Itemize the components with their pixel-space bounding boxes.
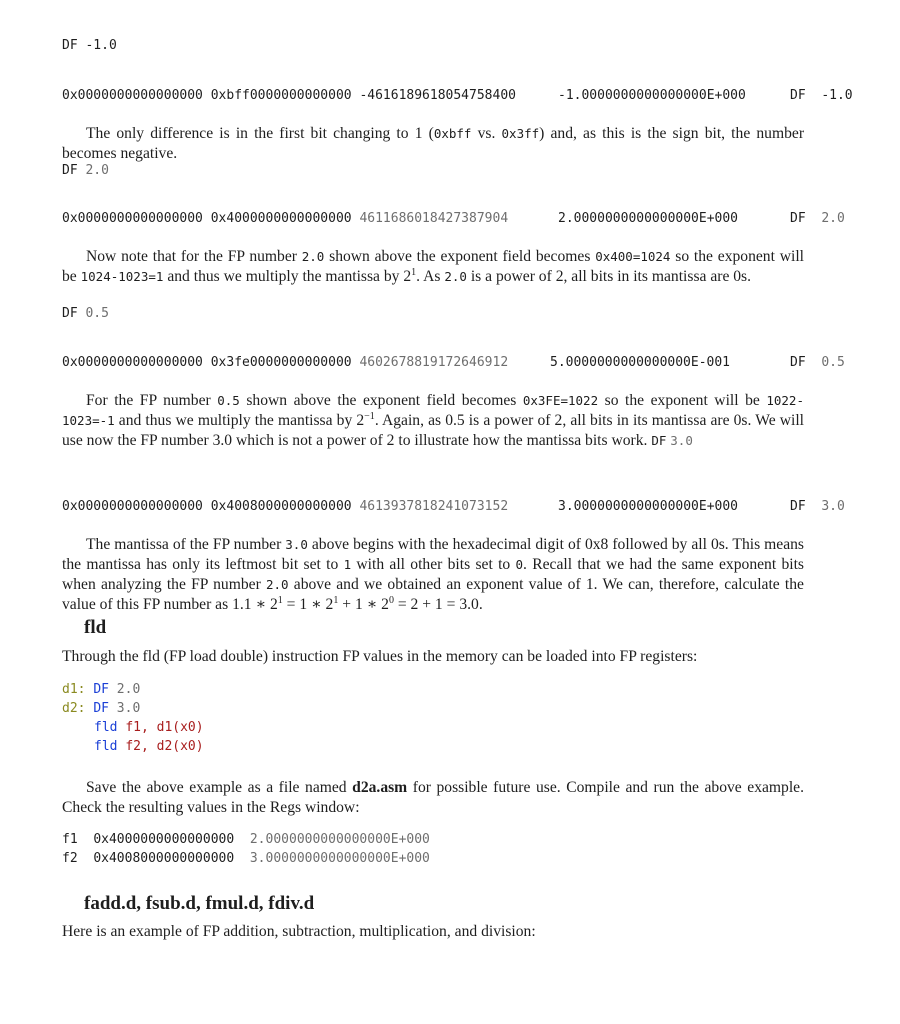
mem-lo: 0x0000000000000000: [62, 211, 203, 226]
code-line-1: [62, 682, 140, 697]
mem-sci-4: [558, 499, 738, 514]
mem-row-3: [62, 355, 508, 370]
paragraph-save: Save the above example as a file named d2a.asm for possible future use. Compile and run the above example. Check the resulting values in the Regs window:: [62, 779, 805, 816]
mem-sci-1: [558, 88, 746, 103]
code-line-2: [62, 701, 140, 716]
reg-name: f2: [62, 851, 78, 866]
mem-dv: -1.0: [821, 88, 853, 103]
reg-hex: 0x4000000000000000: [93, 832, 235, 847]
mem-int: 4613937818241073152: [359, 499, 509, 514]
code-op: fld: [94, 739, 118, 754]
code-label: d1:: [62, 682, 86, 697]
code-directive: DF: [93, 701, 109, 716]
fp-ops-intro: Here is an example of FP addition, subtraction, multiplication, and division:: [62, 923, 536, 940]
mem-dv: 2.0: [821, 211, 845, 226]
df-directive: DF: [62, 163, 78, 178]
df-value: -1.0: [85, 38, 117, 53]
mem-df: DF: [790, 211, 806, 226]
paragraph-sign-bit: The only difference is in the first bit changing to 1 (0xbff vs. 0x3ff) and, as this is the sign bit, the number becomes negative.: [62, 125, 805, 162]
mem-sci: 3.0000000000000000E+000: [558, 499, 739, 514]
mem-int: 4602678819172646912: [359, 355, 509, 370]
reg-hex: 0x4008000000000000: [93, 851, 235, 866]
mem-df-4: [790, 499, 845, 514]
paragraph-exponent-2: Now note that for the FP number 2.0 shown above the exponent field becomes 0x400=1024 so the exponent will be 1024-1023=1 and thus we multiply the mantissa by $2^1$. As 2.0 is a power of 2, all bits in its mantissa are 0s.: [62, 248, 804, 285]
mem-hi: 0x3fe0000000000000: [210, 355, 352, 370]
df-line-3: [62, 306, 109, 321]
mem-sci-3: [550, 355, 730, 370]
code-args: f2, d2(x0): [125, 739, 204, 754]
mem-df-2: [790, 211, 845, 226]
code-op: fld: [94, 720, 118, 735]
mem-lo: 0x0000000000000000: [62, 499, 203, 514]
mem-df-1: [790, 88, 853, 103]
df-value: 0.5: [85, 306, 109, 321]
code-directive: DF: [93, 682, 109, 697]
heading-fld: fld: [84, 617, 107, 638]
mem-df: DF: [790, 88, 806, 103]
code-args: f1, d1(x0): [125, 720, 204, 735]
mem-df: DF: [790, 355, 806, 370]
mem-dv: 3.0: [821, 499, 845, 514]
paragraph-mantissa: The mantissa of the FP number 3.0 above begins with the hexadecimal digit of 0x8 followed by all 0s. This means the mantissa has only its leftmost bit set to 1 with all other bits set to 0. Recall that we had the same exponent bits when analyzing the FP number 2.0 above and we obtained an exponent value of 1. We can, therefore, calculate the value of this FP number as 1.1 ∗ $2^1 = 1$ ∗ $2^1 + 1$ ∗ $2^0 = 2 + 1 = 3.0$.: [62, 536, 804, 613]
df-directive: DF: [62, 306, 78, 321]
reg-row-1: [62, 832, 430, 847]
code-value: 3.0: [116, 701, 141, 716]
mem-int: 4611686018427387904: [359, 211, 509, 226]
reg-name: f1: [62, 832, 78, 847]
reg-row-2: [62, 851, 430, 866]
mem-int: -4616189618054758400: [359, 88, 516, 103]
mem-sci-2: [558, 211, 738, 226]
mem-hi: 0x4000000000000000: [210, 211, 352, 226]
mem-df: DF: [790, 499, 806, 514]
df-line-2: [62, 163, 109, 178]
df-line-1: [62, 38, 117, 53]
mem-lo: 0x0000000000000000: [62, 88, 203, 103]
code-label: d2:: [62, 701, 86, 716]
fld-intro: Through the fld (FP load double) instruction FP values in the memory can be loaded into FP registers:: [62, 648, 698, 665]
heading-fp-ops: fadd.d, fsub.d, fmul.d, fdiv.d: [84, 893, 315, 914]
mem-row-2: [62, 211, 508, 226]
mem-dv: 0.5: [821, 355, 845, 370]
mem-row-1: [62, 88, 516, 103]
code-line-3: [94, 720, 204, 735]
mem-sci: 5.0000000000000000E-001: [550, 355, 731, 370]
code-line-4: [94, 739, 204, 754]
reg-sci: 2.0000000000000000E+000: [249, 832, 430, 847]
paragraph-exponent-half: For the FP number 0.5 shown above the exponent field becomes 0x3FE=1022 so the exponent will be 1022-1023=-1 and thus we multiply the mantissa by $2^{-1}$. Again, as 0.5 is a power of 2, all bits in its mantissa are 0s. We will use now the FP number 3.0 which is not a power of 2 to illustrate how the mantissa bits work. DF 3.0: [62, 392, 804, 449]
mem-df-3: [790, 355, 845, 370]
mem-row-4: [62, 499, 508, 514]
mem-sci: -1.0000000000000000E+000: [558, 88, 746, 103]
df-directive: DF: [62, 38, 78, 53]
mem-hi: 0xbff0000000000000: [210, 88, 352, 103]
mem-lo: 0x0000000000000000: [62, 355, 203, 370]
code-value: 2.0: [116, 682, 141, 697]
df-value: 2.0: [85, 163, 109, 178]
mem-hi: 0x4008000000000000: [210, 499, 352, 514]
reg-sci: 3.0000000000000000E+000: [249, 851, 430, 866]
mem-sci: 2.0000000000000000E+000: [558, 211, 739, 226]
